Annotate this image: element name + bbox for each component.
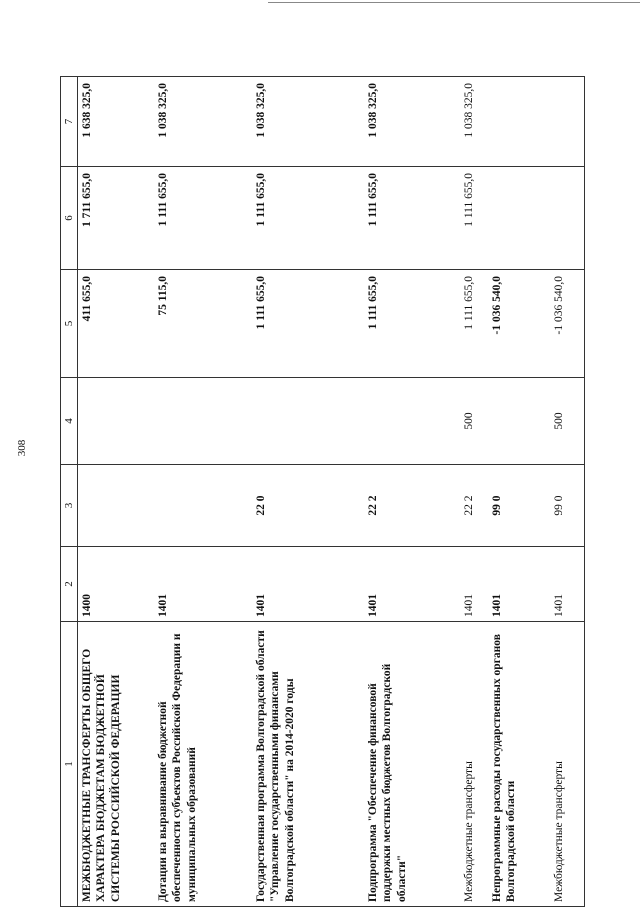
table-row [460, 77, 488, 907]
row-name: Межбюджетные трансферты [550, 622, 585, 907]
expense-type [364, 378, 460, 465]
header-col-6: 6 [61, 167, 78, 270]
amount-col-7: 1 038 325,0 [364, 77, 460, 167]
expense-type: 500 [550, 378, 585, 465]
section-code: 1401 [252, 547, 364, 622]
amount-col-7 [550, 77, 585, 167]
row-name: Дотации на выравнивание бюджетной обеспеченности субъектов Российской Федерации и муниципальных образований [154, 622, 252, 907]
amount-col-7 [488, 77, 550, 167]
expense-type [78, 378, 155, 465]
amount-col-5: 411 655,0 [78, 270, 155, 378]
row-name: МЕЖБЮДЖЕТНЫЕ ТРАНСФЕРТЫ ОБЩЕГО ХАРАКТЕРА БЮДЖЕТАМ БЮДЖЕТНОЙ СИСТЕМЫ РОССИЙСКОЙ ФЕДЕРАЦИИ [78, 622, 155, 907]
amount-col-5: 1 111 655,0 [252, 270, 364, 378]
program-code: 99 0 [550, 465, 585, 547]
program-code: 99 0 [488, 465, 550, 547]
table-row [154, 77, 252, 907]
amount-col-7: 1 638 325,0 [78, 77, 155, 167]
budget-table-rotated [60, 77, 626, 907]
amount-col-6: 1 111 655,0 [252, 167, 364, 270]
amount-col-7: 1 038 325,0 [460, 77, 488, 167]
program-code: 22 2 [460, 465, 488, 547]
page-number: 308 [16, 439, 28, 457]
row-name: Межбюджетные трансферты [460, 622, 488, 907]
header-col-1: 1 [61, 622, 78, 907]
table-row [550, 77, 585, 907]
program-code [154, 465, 252, 547]
expense-type: 500 [460, 378, 488, 465]
amount-col-6 [488, 167, 550, 270]
header-col-7: 7 [61, 77, 78, 167]
amount-col-5: -1 036 540,0 [488, 270, 550, 378]
amount-col-5: 1 111 655,0 [460, 270, 488, 378]
amount-col-5: 75 115,0 [154, 270, 252, 378]
table-row [78, 77, 155, 907]
amount-col-6: 1 711 655,0 [78, 167, 155, 270]
section-code: 1400 [78, 547, 155, 622]
header-row [61, 77, 78, 907]
header-col-5: 5 [61, 270, 78, 378]
amount-col-5: -1 036 540,0 [550, 270, 585, 378]
amount-col-6: 1 111 655,0 [154, 167, 252, 270]
amount-col-6: 1 111 655,0 [364, 167, 460, 270]
expense-type [154, 378, 252, 465]
table-row [488, 77, 550, 907]
table-row [364, 77, 460, 907]
row-name: Подпрограмма "Обеспечение финансовой поддержки местных бюджетов Волгоградской области" [364, 622, 460, 907]
program-code [78, 465, 155, 547]
amount-col-5: 1 111 655,0 [364, 270, 460, 378]
expense-type [252, 378, 364, 465]
section-code: 1401 [488, 547, 550, 622]
program-code: 22 0 [252, 465, 364, 547]
section-code: 1401 [460, 547, 488, 622]
section-code: 1401 [154, 547, 252, 622]
amount-col-6: 1 111 655,0 [460, 167, 488, 270]
expense-type [488, 378, 550, 465]
amount-col-7: 1 038 325,0 [154, 77, 252, 167]
amount-col-6 [550, 167, 585, 270]
budget-table [60, 76, 585, 907]
header-col-2: 2 [61, 547, 78, 622]
amount-col-7: 1 038 325,0 [252, 77, 364, 167]
program-code: 22 2 [364, 465, 460, 547]
header-col-4: 4 [61, 378, 78, 465]
row-name: Непрограммные расходы государственных органов Волгоградской области [488, 622, 550, 907]
top-rule [268, 2, 640, 3]
row-name: Государственная программа Волгоградской области "Управление государственными финансами Волгоградской области" на 2014-2020 годы [252, 622, 364, 907]
header-col-3: 3 [61, 465, 78, 547]
table-row [252, 77, 364, 907]
section-code: 1401 [550, 547, 585, 622]
section-code: 1401 [364, 547, 460, 622]
